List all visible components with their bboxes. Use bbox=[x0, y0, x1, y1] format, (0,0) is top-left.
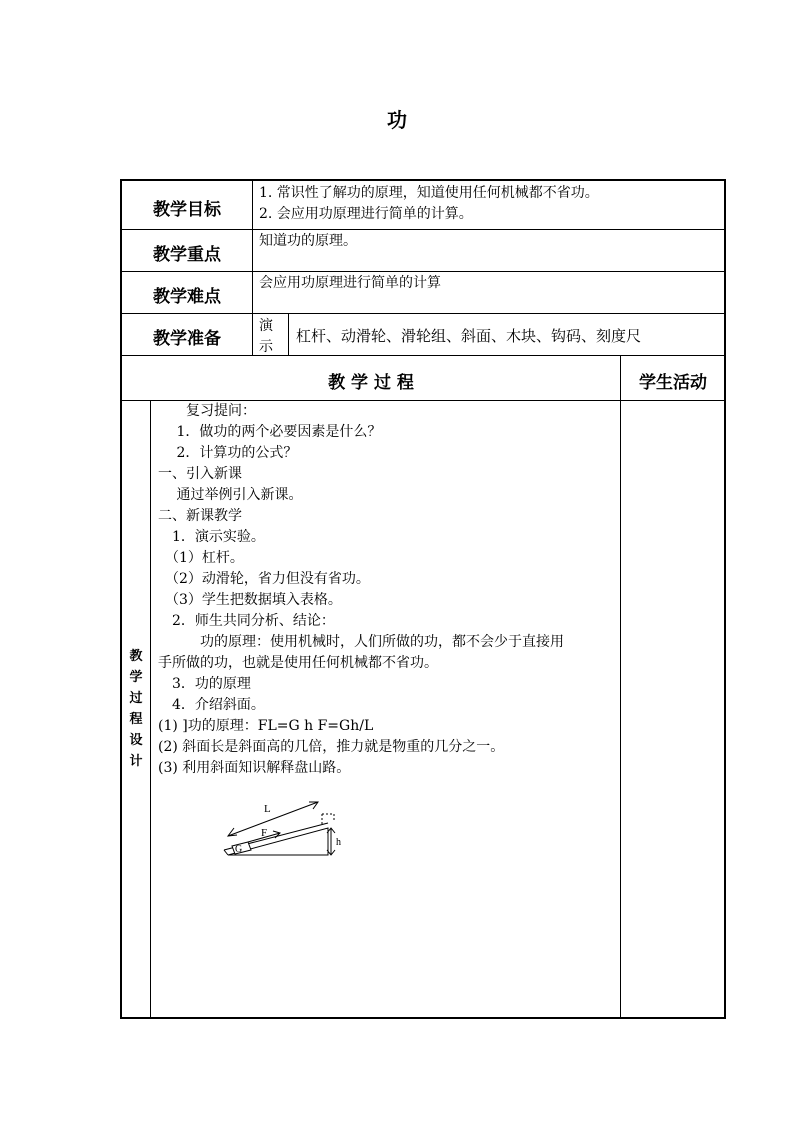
difficulty-label: 教学难点 bbox=[153, 287, 221, 307]
row-divider bbox=[121, 313, 725, 314]
side-char: 教 bbox=[129, 649, 143, 664]
process-line: 通过举例引入新课。 bbox=[158, 487, 303, 503]
page-title: 功 bbox=[387, 108, 407, 132]
preparation-text: 杠杆、动滑轮、滑轮组、斜面、木块、钩码、刻度尺 bbox=[296, 327, 642, 345]
side-char: 计 bbox=[129, 754, 143, 769]
label-G: G bbox=[235, 844, 243, 855]
process-line: 2．师生共同分析、结论： bbox=[158, 613, 335, 629]
process-line: 手所做的功，也就是使用任何机械都不省功。 bbox=[158, 655, 438, 671]
process-line: 1．演示实验。 bbox=[158, 529, 265, 545]
goal-line-2: 2. 会应用功原理进行简单的计算。 bbox=[259, 206, 473, 222]
side-char: 学 bbox=[129, 670, 143, 685]
demo-label-2: 示 bbox=[259, 339, 273, 355]
student-activity-header: 学生活动 bbox=[639, 373, 707, 393]
label-L: L bbox=[264, 803, 271, 815]
process-line: 1．做功的两个必要因素是什么？ bbox=[158, 424, 382, 440]
row-divider bbox=[121, 355, 725, 356]
process-line: （3）学生把数据填入表格。 bbox=[158, 592, 342, 608]
key-point-label: 教学重点 bbox=[153, 245, 221, 265]
goal-line-1: 1. 常识性了解功的原理，知道使用任何机械都不省功。 bbox=[259, 185, 599, 201]
inclined-plane-diagram bbox=[218, 790, 358, 865]
length-arrow-head-right bbox=[309, 802, 318, 809]
process-line: (2) 斜面长是斜面高的几倍，推力就是物重的几分之一。 bbox=[158, 739, 505, 755]
process-line: 一、引入新课 bbox=[158, 466, 242, 482]
preparation-label: 教学准备 bbox=[153, 329, 221, 349]
process-design-label bbox=[124, 646, 148, 772]
col-divider bbox=[288, 313, 289, 356]
col-divider bbox=[150, 400, 151, 1018]
process-line: （2）动滑轮，省力但没有省功。 bbox=[158, 571, 370, 587]
incline-left-edge bbox=[224, 850, 228, 855]
key-point-text: 知道功的原理。 bbox=[259, 233, 357, 249]
goal-label: 教学目标 bbox=[153, 200, 221, 220]
row-divider bbox=[121, 271, 725, 272]
label-h: h bbox=[336, 837, 341, 848]
difficulty-text: 会应用功原理进行简单的计算 bbox=[259, 275, 441, 291]
process-line: 功的原理：使用机械时，人们所做的功，都不会少于直接用 bbox=[158, 634, 564, 650]
process-line: 2．计算功的公式？ bbox=[158, 445, 298, 461]
process-line: （1）杠杆。 bbox=[158, 550, 244, 566]
process-line: (1) ]功的原理：FL=G h F=Gh/L bbox=[158, 718, 374, 734]
row-divider bbox=[121, 229, 725, 230]
process-line: (3) 利用斜面知识解释盘山路。 bbox=[158, 760, 351, 776]
process-line: 3．功的原理 bbox=[158, 676, 251, 692]
process-header: 教 学 过 程 bbox=[328, 373, 414, 393]
process-line: 复习提问： bbox=[158, 403, 256, 419]
process-line: 4．介绍斜面。 bbox=[158, 697, 265, 713]
side-char: 过 bbox=[129, 691, 143, 706]
col-divider bbox=[252, 180, 253, 356]
process-content bbox=[158, 401, 618, 779]
col-divider bbox=[620, 355, 621, 1018]
process-line: 二、新课教学 bbox=[158, 508, 242, 524]
demo-label-1: 演 bbox=[259, 318, 273, 334]
side-char: 程 bbox=[129, 712, 143, 727]
side-char: 设 bbox=[129, 733, 143, 748]
label-F: F bbox=[261, 827, 268, 839]
length-arrow bbox=[228, 802, 318, 836]
